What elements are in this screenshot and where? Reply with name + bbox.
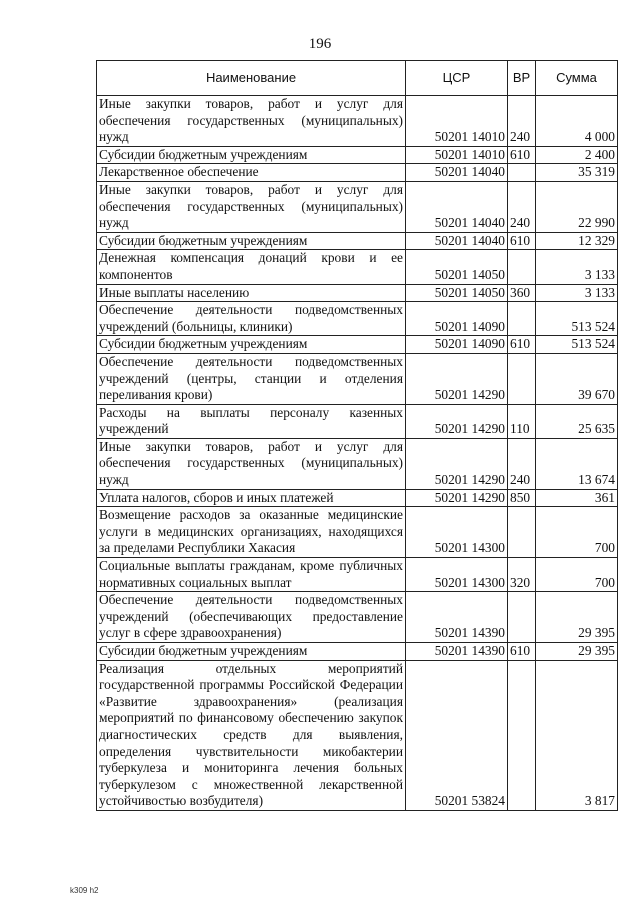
row-sum: 39 670 xyxy=(536,353,618,404)
row-vr: 240 xyxy=(508,96,536,147)
table-row xyxy=(97,96,618,147)
table-row xyxy=(97,558,618,592)
row-csr: 50201 14010 xyxy=(406,146,508,164)
row-name: Субсидии бюджетным учреждениям xyxy=(97,643,406,661)
table-row xyxy=(97,438,618,489)
row-vr xyxy=(508,507,536,558)
table-row xyxy=(97,250,618,284)
row-sum: 35 319 xyxy=(536,164,618,182)
row-csr: 50201 14090 xyxy=(406,336,508,354)
row-sum: 4 000 xyxy=(536,96,618,147)
row-name: Иные закупки товаров, работ и услуг для обеспечения государственных (муниципальных) нужд xyxy=(97,438,406,489)
row-csr: 50201 14300 xyxy=(406,558,508,592)
table-row xyxy=(97,284,618,302)
budget-table xyxy=(96,60,618,811)
table-row xyxy=(97,507,618,558)
row-csr: 50201 14290 xyxy=(406,404,508,438)
row-csr: 50201 14040 xyxy=(406,181,508,232)
row-name: Социальные выплаты гражданам, кроме публичных нормативных социальных выплат xyxy=(97,558,406,592)
table-row xyxy=(97,181,618,232)
row-csr: 50201 14390 xyxy=(406,592,508,643)
row-name: Реализация отдельных мероприятий государственной программы Российской Федерации «Развитие здравоохранения» (реализация мероприятий по финансовому обеспечению закупок диагностических средств для выявления, определения чувствительности микобактерии туберкулеза и мониторинга лечения больных туберкулезом с множественной лекарственной устойчивостью возбудителя) xyxy=(97,660,406,810)
row-sum: 700 xyxy=(536,558,618,592)
row-csr: 50201 14290 xyxy=(406,353,508,404)
table-row xyxy=(97,302,618,336)
page-number: 196 xyxy=(308,36,332,52)
row-sum: 25 635 xyxy=(536,404,618,438)
row-name: Иные закупки товаров, работ и услуг для обеспечения государственных (муниципальных) нужд xyxy=(97,181,406,232)
row-csr: 50201 14010 xyxy=(406,96,508,147)
table-row xyxy=(97,643,618,661)
row-vr xyxy=(508,660,536,810)
table-row xyxy=(97,489,618,507)
header-name: Наименование xyxy=(97,61,406,96)
table-row xyxy=(97,146,618,164)
row-vr: 360 xyxy=(508,284,536,302)
table-row xyxy=(97,353,618,404)
row-name: Иные закупки товаров, работ и услуг для обеспечения государственных (муниципальных) нужд xyxy=(97,96,406,147)
row-name: Уплата налогов, сборов и иных платежей xyxy=(97,489,406,507)
row-name: Расходы на выплаты персоналу казенных учреждений xyxy=(97,404,406,438)
row-vr: 610 xyxy=(508,146,536,164)
row-sum: 361 xyxy=(536,489,618,507)
row-name: Субсидии бюджетным учреждениям xyxy=(97,146,406,164)
row-vr xyxy=(508,353,536,404)
row-vr: 320 xyxy=(508,558,536,592)
row-sum: 3 133 xyxy=(536,284,618,302)
row-vr xyxy=(508,250,536,284)
row-sum: 700 xyxy=(536,507,618,558)
row-vr xyxy=(508,592,536,643)
table-row xyxy=(97,660,618,810)
row-vr: 240 xyxy=(508,438,536,489)
row-sum: 3 817 xyxy=(536,660,618,810)
table-row xyxy=(97,232,618,250)
row-sum: 513 524 xyxy=(536,302,618,336)
row-csr: 50201 14050 xyxy=(406,250,508,284)
footer-code: k309 h2 xyxy=(70,886,99,895)
row-sum: 12 329 xyxy=(536,232,618,250)
table-header-row xyxy=(97,61,618,96)
row-csr: 50201 14050 xyxy=(406,284,508,302)
table-row xyxy=(97,164,618,182)
row-csr: 50201 14300 xyxy=(406,507,508,558)
row-vr xyxy=(508,302,536,336)
row-sum: 3 133 xyxy=(536,250,618,284)
row-name: Иные выплаты населению xyxy=(97,284,406,302)
header-sum: Сумма xyxy=(536,61,618,96)
row-vr: 610 xyxy=(508,232,536,250)
row-name: Обеспечение деятельности подведомственных учреждений (обеспечивающих предоставление услуг в сфере здравоохранения) xyxy=(97,592,406,643)
row-name: Обеспечение деятельности подведомственных учреждений (больницы, клиники) xyxy=(97,302,406,336)
row-csr: 50201 14390 xyxy=(406,643,508,661)
table-row xyxy=(97,404,618,438)
row-name: Лекарственное обеспечение xyxy=(97,164,406,182)
row-csr: 50201 14290 xyxy=(406,489,508,507)
row-vr: 110 xyxy=(508,404,536,438)
row-csr: 50201 14040 xyxy=(406,164,508,182)
table-row xyxy=(97,336,618,354)
row-name: Субсидии бюджетным учреждениям xyxy=(97,336,406,354)
row-name: Обеспечение деятельности подведомственных учреждений (центры, станции и отделения переливания крови) xyxy=(97,353,406,404)
row-sum: 29 395 xyxy=(536,592,618,643)
row-sum: 2 400 xyxy=(536,146,618,164)
header-vr: ВР xyxy=(508,61,536,96)
row-vr: 850 xyxy=(508,489,536,507)
header-csr: ЦСР xyxy=(406,61,508,96)
row-name: Возмещение расходов за оказанные медицинские услуги в медицинских организациях, находящихся за пределами Республики Хакасия xyxy=(97,507,406,558)
row-sum: 513 524 xyxy=(536,336,618,354)
row-vr xyxy=(508,164,536,182)
row-sum: 29 395 xyxy=(536,643,618,661)
row-vr: 240 xyxy=(508,181,536,232)
row-csr: 50201 14040 xyxy=(406,232,508,250)
row-sum: 13 674 xyxy=(536,438,618,489)
row-vr: 610 xyxy=(508,643,536,661)
row-csr: 50201 14090 xyxy=(406,302,508,336)
row-csr: 50201 53824 xyxy=(406,660,508,810)
row-name: Денежная компенсация донаций крови и ее компонентов xyxy=(97,250,406,284)
row-vr: 610 xyxy=(508,336,536,354)
table-row xyxy=(97,592,618,643)
row-csr: 50201 14290 xyxy=(406,438,508,489)
row-sum: 22 990 xyxy=(536,181,618,232)
row-name: Субсидии бюджетным учреждениям xyxy=(97,232,406,250)
